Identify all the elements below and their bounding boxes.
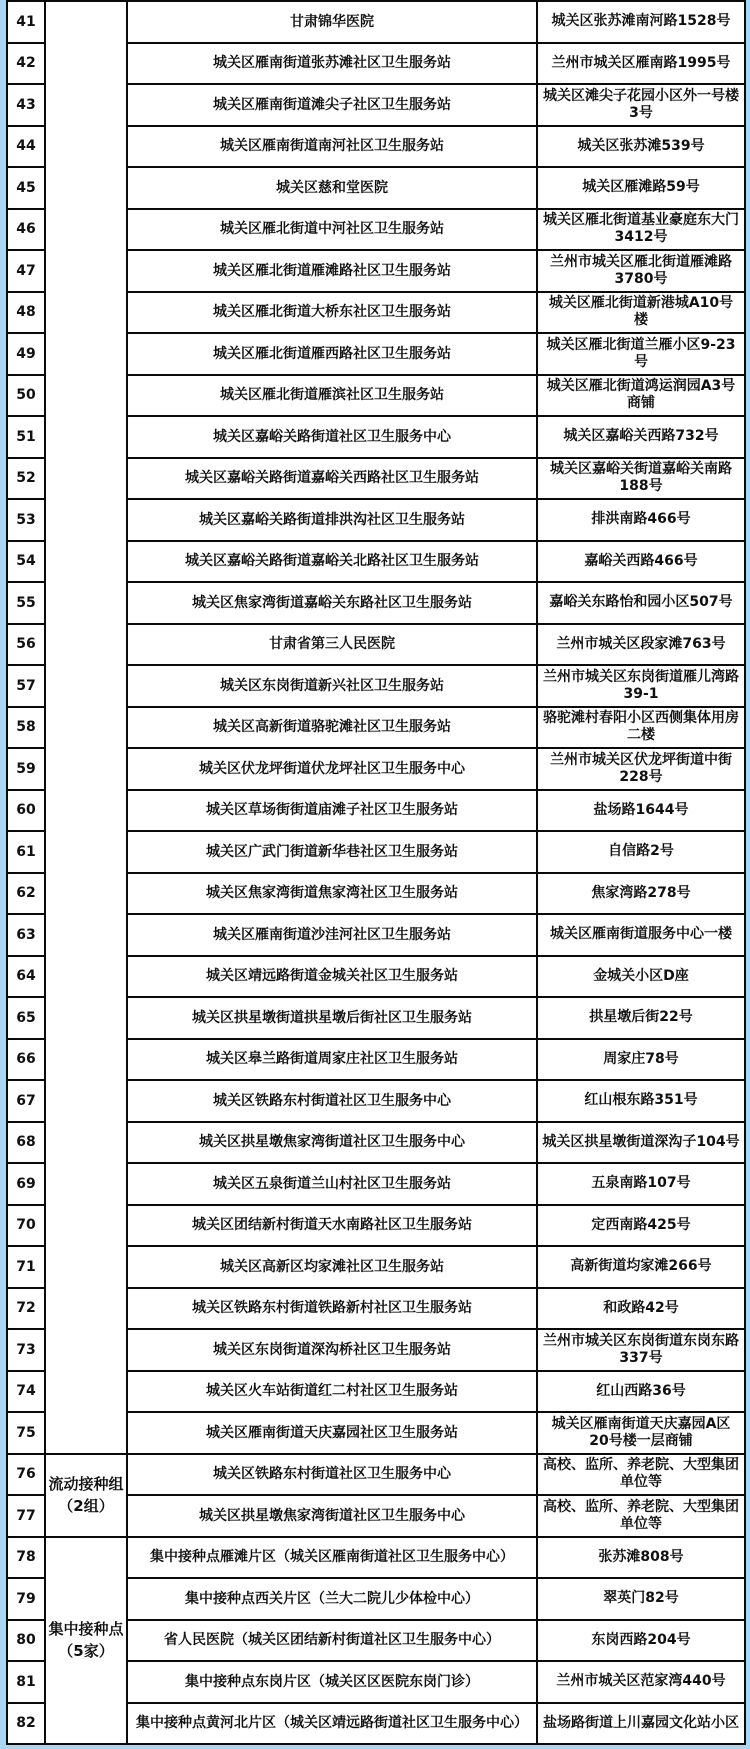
site-name: 城关区草场街街道庙滩子社区卫生服务站 <box>127 790 537 832</box>
site-address: 城关区雁北街道新港城A10号楼 <box>537 292 745 334</box>
site-address: 定西南路425号 <box>537 1205 745 1247</box>
site-address: 高校、监所、养老院、大型集团单位等 <box>537 1454 745 1496</box>
site-name: 城关区雁南街道张苏滩社区卫生服务站 <box>127 43 537 85</box>
site-name: 城关区东岗街道新兴社区卫生服务站 <box>127 665 537 707</box>
site-name: 城关区雁北街道雁西路社区卫生服务站 <box>127 333 537 375</box>
row-number: 57 <box>7 665 45 707</box>
site-name: 城关区嘉峪关路街道排洪沟社区卫生服务站 <box>127 499 537 541</box>
site-address: 城关区雁南街道服务中心一楼 <box>537 914 745 956</box>
row-number: 42 <box>7 43 45 85</box>
site-address: 红山西路36号 <box>537 1371 745 1413</box>
group-cell <box>45 1454 127 1537</box>
row-number: 56 <box>7 624 45 666</box>
site-name: 城关区拱星墩街道拱星墩后街社区卫生服务站 <box>127 997 537 1039</box>
site-address: 兰州市城关区伏龙坪街道中街228号 <box>537 748 745 790</box>
site-name: 城关区雁南街道南河社区卫生服务站 <box>127 126 537 168</box>
site-address: 五泉南路107号 <box>537 1163 745 1205</box>
site-name: 城关区拱星墩焦家湾街道社区卫生服务中心 <box>127 1495 537 1537</box>
row-number: 47 <box>7 250 45 292</box>
row-number: 70 <box>7 1205 45 1247</box>
row-number: 65 <box>7 997 45 1039</box>
site-name: 城关区铁路东村街道社区卫生服务中心 <box>127 1454 537 1496</box>
row-number: 77 <box>7 1495 45 1537</box>
table-row <box>7 1454 745 1496</box>
site-address: 张苏滩808号 <box>537 1537 745 1579</box>
row-number: 73 <box>7 1329 45 1371</box>
site-address: 嘉峪关西路466号 <box>537 541 745 583</box>
site-name: 城关区雁北街道雁滩路社区卫生服务站 <box>127 250 537 292</box>
site-name: 城关区嘉峪关路街道社区卫生服务中心 <box>127 416 537 458</box>
site-name: 城关区皋兰路街道周家庄社区卫生服务站 <box>127 1039 537 1081</box>
site-name: 城关区东岗街道深沟桥社区卫生服务站 <box>127 1329 537 1371</box>
site-name: 集中接种点东岗片区（城关区区医院东岗门诊） <box>127 1661 537 1703</box>
site-address: 兰州市城关区段家滩763号 <box>537 624 745 666</box>
site-address: 自信路2号 <box>537 831 745 873</box>
site-name: 城关区雁南街道天庆嘉园社区卫生服务站 <box>127 1412 537 1454</box>
row-number: 75 <box>7 1412 45 1454</box>
site-address: 周家庄78号 <box>537 1039 745 1081</box>
row-number: 48 <box>7 292 45 334</box>
group-cell <box>45 1 127 1454</box>
site-name: 城关区伏龙坪街道伏龙坪社区卫生服务中心 <box>127 748 537 790</box>
site-address: 拱星墩后街22号 <box>537 997 745 1039</box>
row-number: 52 <box>7 458 45 500</box>
site-address: 东岗西路204号 <box>537 1620 745 1662</box>
site-name: 城关区慈和堂医院 <box>127 167 537 209</box>
site-address: 金城关小区D座 <box>537 956 745 998</box>
site-address: 城关区雁北街道鸿运润园A3号商铺 <box>537 375 745 417</box>
site-name: 城关区靖远路街道金城关社区卫生服务站 <box>127 956 537 998</box>
site-name: 城关区高新区均家滩社区卫生服务站 <box>127 1246 537 1288</box>
row-number: 49 <box>7 333 45 375</box>
site-name: 甘肃锦华医院 <box>127 1 537 43</box>
site-name: 城关区高新街道骆驼滩社区卫生服务站 <box>127 707 537 749</box>
row-number: 54 <box>7 541 45 583</box>
row-number: 80 <box>7 1620 45 1662</box>
site-address: 嘉峪关东路怡和园小区507号 <box>537 582 745 624</box>
site-name: 甘肃省第三人民医院 <box>127 624 537 666</box>
site-name: 城关区雁北街道大桥东社区卫生服务站 <box>127 292 537 334</box>
site-address: 城关区张苏滩539号 <box>537 126 745 168</box>
table-row <box>7 1537 745 1579</box>
row-number: 67 <box>7 1080 45 1122</box>
row-number: 68 <box>7 1122 45 1164</box>
row-number: 51 <box>7 416 45 458</box>
site-address: 盐场路1644号 <box>537 790 745 832</box>
row-number: 62 <box>7 873 45 915</box>
site-name: 城关区雁北街道中河社区卫生服务站 <box>127 209 537 251</box>
site-address: 城关区拱星墩街道深沟子104号 <box>537 1122 745 1164</box>
row-number: 53 <box>7 499 45 541</box>
site-name: 城关区嘉峪关路街道嘉峪关北路社区卫生服务站 <box>127 541 537 583</box>
site-name: 城关区团结新村街道天水南路社区卫生服务站 <box>127 1205 537 1247</box>
site-name: 城关区火车站街道红二村社区卫生服务站 <box>127 1371 537 1413</box>
site-address: 城关区嘉峪关西路732号 <box>537 416 745 458</box>
row-number: 63 <box>7 914 45 956</box>
site-name: 城关区嘉峪关路街道嘉峪关西路社区卫生服务站 <box>127 458 537 500</box>
site-address: 城关区雁南街道天庆嘉园A区20号楼一层商铺 <box>537 1412 745 1454</box>
row-number: 76 <box>7 1454 45 1496</box>
row-number: 60 <box>7 790 45 832</box>
site-name: 城关区雁北街道雁滨社区卫生服务站 <box>127 375 537 417</box>
site-address: 兰州市城关区东岗街道雁儿湾路39-1 <box>537 665 745 707</box>
site-address: 红山根东路351号 <box>537 1080 745 1122</box>
row-number: 59 <box>7 748 45 790</box>
row-number: 71 <box>7 1246 45 1288</box>
row-number: 78 <box>7 1537 45 1579</box>
row-number: 72 <box>7 1288 45 1330</box>
row-number: 44 <box>7 126 45 168</box>
site-name: 城关区五泉街道兰山村社区卫生服务站 <box>127 1163 537 1205</box>
site-address: 兰州市城关区东岗街道东岗东路337号 <box>537 1329 745 1371</box>
row-number: 74 <box>7 1371 45 1413</box>
site-name: 城关区铁路东村街道铁路新村社区卫生服务站 <box>127 1288 537 1330</box>
site-address: 高校、监所、养老院、大型集团单位等 <box>537 1495 745 1537</box>
site-name: 集中接种点西关片区（兰大二院儿少体检中心） <box>127 1578 537 1620</box>
row-number: 50 <box>7 375 45 417</box>
row-number: 64 <box>7 956 45 998</box>
row-number: 46 <box>7 209 45 251</box>
row-number: 58 <box>7 707 45 749</box>
site-address: 翠英门82号 <box>537 1578 745 1620</box>
table-row <box>7 1 745 43</box>
site-address: 城关区张苏滩南河路1528号 <box>537 1 745 43</box>
site-address: 排洪南路466号 <box>537 499 745 541</box>
group-label: 流动接种组 <box>48 1475 124 1493</box>
row-number: 69 <box>7 1163 45 1205</box>
site-name: 城关区雁南街道滩尖子社区卫生服务站 <box>127 84 537 126</box>
site-address: 城关区雁北街道兰雁小区9-23号 <box>537 333 745 375</box>
row-number: 79 <box>7 1578 45 1620</box>
table-body <box>7 1 745 1744</box>
row-number: 82 <box>7 1703 45 1745</box>
row-number: 81 <box>7 1661 45 1703</box>
row-number: 41 <box>7 1 45 43</box>
site-address: 高新街道均家滩266号 <box>537 1246 745 1288</box>
vaccination-sites-table <box>6 0 746 1745</box>
site-name: 集中接种点雁滩片区（城关区雁南街道社区卫生服务中心） <box>127 1537 537 1579</box>
site-address: 城关区嘉峪关街道嘉峪关南路188号 <box>537 458 745 500</box>
group-cell <box>45 1537 127 1745</box>
site-address: 骆驼滩村春阳小区西侧集体用房二楼 <box>537 707 745 749</box>
site-address: 城关区滩尖子花园小区外一号楼3号 <box>537 84 745 126</box>
site-name: 城关区雁南街道沙洼河社区卫生服务站 <box>127 914 537 956</box>
site-name: 城关区铁路东村街道社区卫生服务中心 <box>127 1080 537 1122</box>
site-name: 集中接种点黄河北片区（城关区靖远路街道社区卫生服务中心） <box>127 1703 537 1745</box>
site-address: 焦家湾路278号 <box>537 873 745 915</box>
site-address: 兰州市城关区雁南路1995号 <box>537 43 745 85</box>
site-address: 盐场路街道上川嘉园文化站小区 <box>537 1703 745 1745</box>
site-address: 城关区雁滩路59号 <box>537 167 745 209</box>
site-address: 兰州市城关区雁北街道雁滩路3780号 <box>537 250 745 292</box>
group-label: 集中接种点 <box>48 1620 124 1639</box>
row-number: 61 <box>7 831 45 873</box>
row-number: 43 <box>7 84 45 126</box>
group-count: （2组） <box>58 1497 114 1515</box>
site-address: 兰州市城关区范家湾440号 <box>537 1661 745 1703</box>
row-number: 45 <box>7 167 45 209</box>
site-name: 城关区焦家湾街道焦家湾社区卫生服务站 <box>127 873 537 915</box>
row-number: 66 <box>7 1039 45 1081</box>
site-name: 城关区焦家湾街道嘉峪关东路社区卫生服务站 <box>127 582 537 624</box>
site-name: 省人民医院（城关区团结新村街道社区卫生服务中心） <box>127 1620 537 1662</box>
site-address: 城关区雁北街道基业豪庭东大门3412号 <box>537 209 745 251</box>
row-number: 55 <box>7 582 45 624</box>
site-name: 城关区广武门街道新华巷社区卫生服务站 <box>127 831 537 873</box>
site-address: 和政路42号 <box>537 1288 745 1330</box>
site-name: 城关区拱星墩焦家湾街道社区卫生服务中心 <box>127 1122 537 1164</box>
group-count: （5家） <box>58 1642 114 1661</box>
